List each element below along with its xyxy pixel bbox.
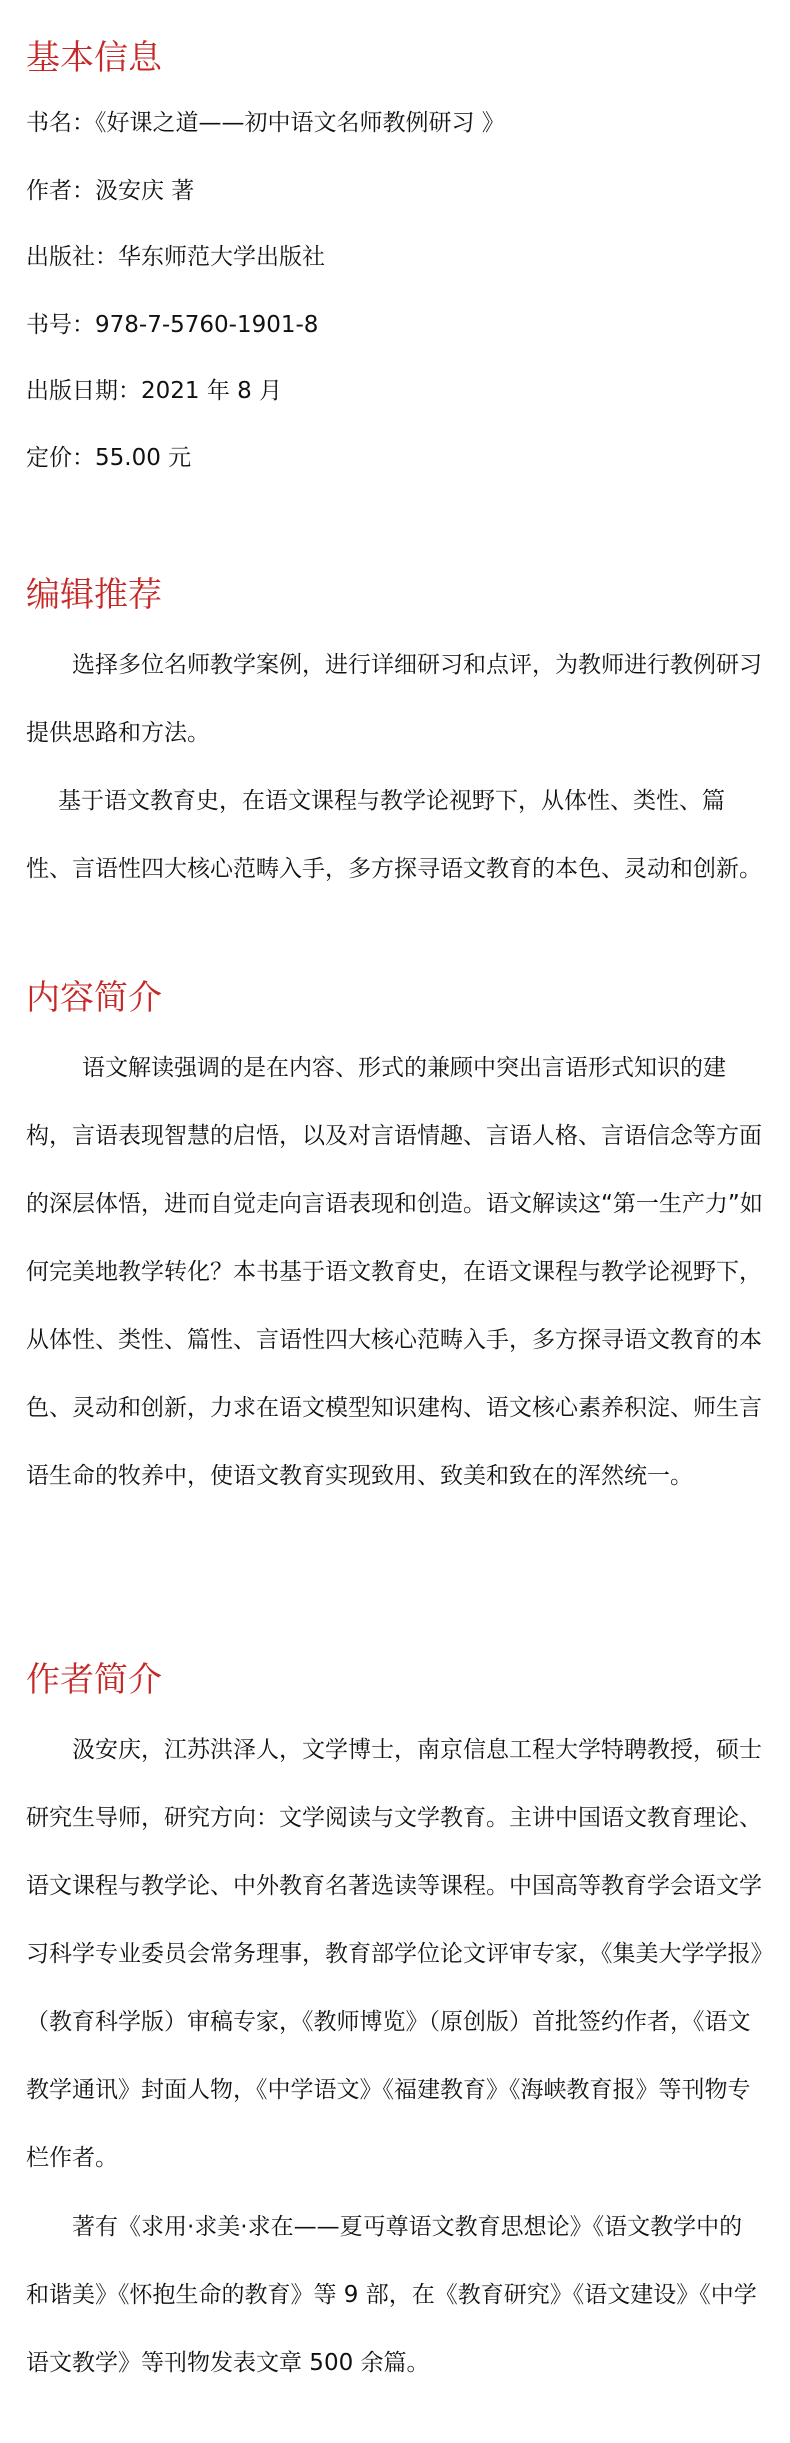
content-summary-heading: 内容简介 bbox=[26, 978, 162, 1018]
editor-recommendation-paragraph: 基于语文教育史，在语文课程与教学论视野下，从体性、类性、篇性、言语性四大核心范畴入手，多方探寻语文教育的本色、灵动和创新。 bbox=[26, 788, 762, 882]
author-bio-paragraph: 汲安庆，江苏洪泽人，文学博士，南京信息工程大学特聘教授，硕士研究生导师，研究方向：文学阅读与文学教育。主讲中国语文教育理论、语文课程与教学论、中外教育名著选读等课程。中国高等教育学会语文学习科学专业委员会常务理事，教育部学位论文评审专家，《集美大学学报》（教育科学版）审稿专家，《教师博览》（原创版）首批签约作者，《语文教学通讯》封面人物，《中学语文》《福建教育》《海峡教育报》等刊物专栏作者。 bbox=[26, 1737, 762, 2171]
publisher-line: 出版社：华东师范大学出版社 bbox=[26, 244, 325, 270]
price-line: 定价：55.00 元 bbox=[26, 445, 192, 471]
basic-info-heading: 基本信息 bbox=[26, 38, 162, 78]
author-line: 作者：汲安庆 著 bbox=[26, 178, 195, 204]
content-summary-paragraph: 语文解读强调的是在内容、形式的兼顾中突出言语形式知识的建构，言语表现智慧的启悟，以及对言语情趣、言语人格、言语信念等方面的深层体悟，进而自觉走向言语表现和创造。语文解读这“第一生产力”如何完美地教学转化？本书基于语文教育史，在语文课程与教学论视野下，从体性、类性、篇性、言语性四大核心范畴入手，多方探寻语文教育的本色、灵动和创新，力求在语文模型知识建构、语文核心素养积淀、师生言语生命的牧养中，使语文教育实现致用、致美和致在的浑然统一。 bbox=[26, 1055, 763, 1489]
isbn-line: 书号：978-7-5760-1901-8 bbox=[26, 312, 319, 338]
author-bio-paragraph: 著有《求用·求美·求在——夏丏尊语文教育思想论》《语文教学中的和谐美》《怀抱生命的教育》等 9 部，在《教育研究》《语文建设》《中学语文教学》等刊物发表文章 500 余篇。 bbox=[26, 2214, 757, 2376]
author-bio-heading: 作者简介 bbox=[26, 1660, 162, 1700]
editor-recommendation-heading: 编辑推荐 bbox=[26, 575, 162, 615]
editor-recommendation-paragraph: 选择多位名师教学案例，进行详细研习和点评，为教师进行教例研习提供思路和方法。 bbox=[26, 652, 762, 746]
publish-date-line: 出版日期：2021 年 8 月 bbox=[26, 378, 283, 404]
book-title-line: 书名：《好课之道——初中语文名师教例研习 》 bbox=[26, 110, 505, 136]
